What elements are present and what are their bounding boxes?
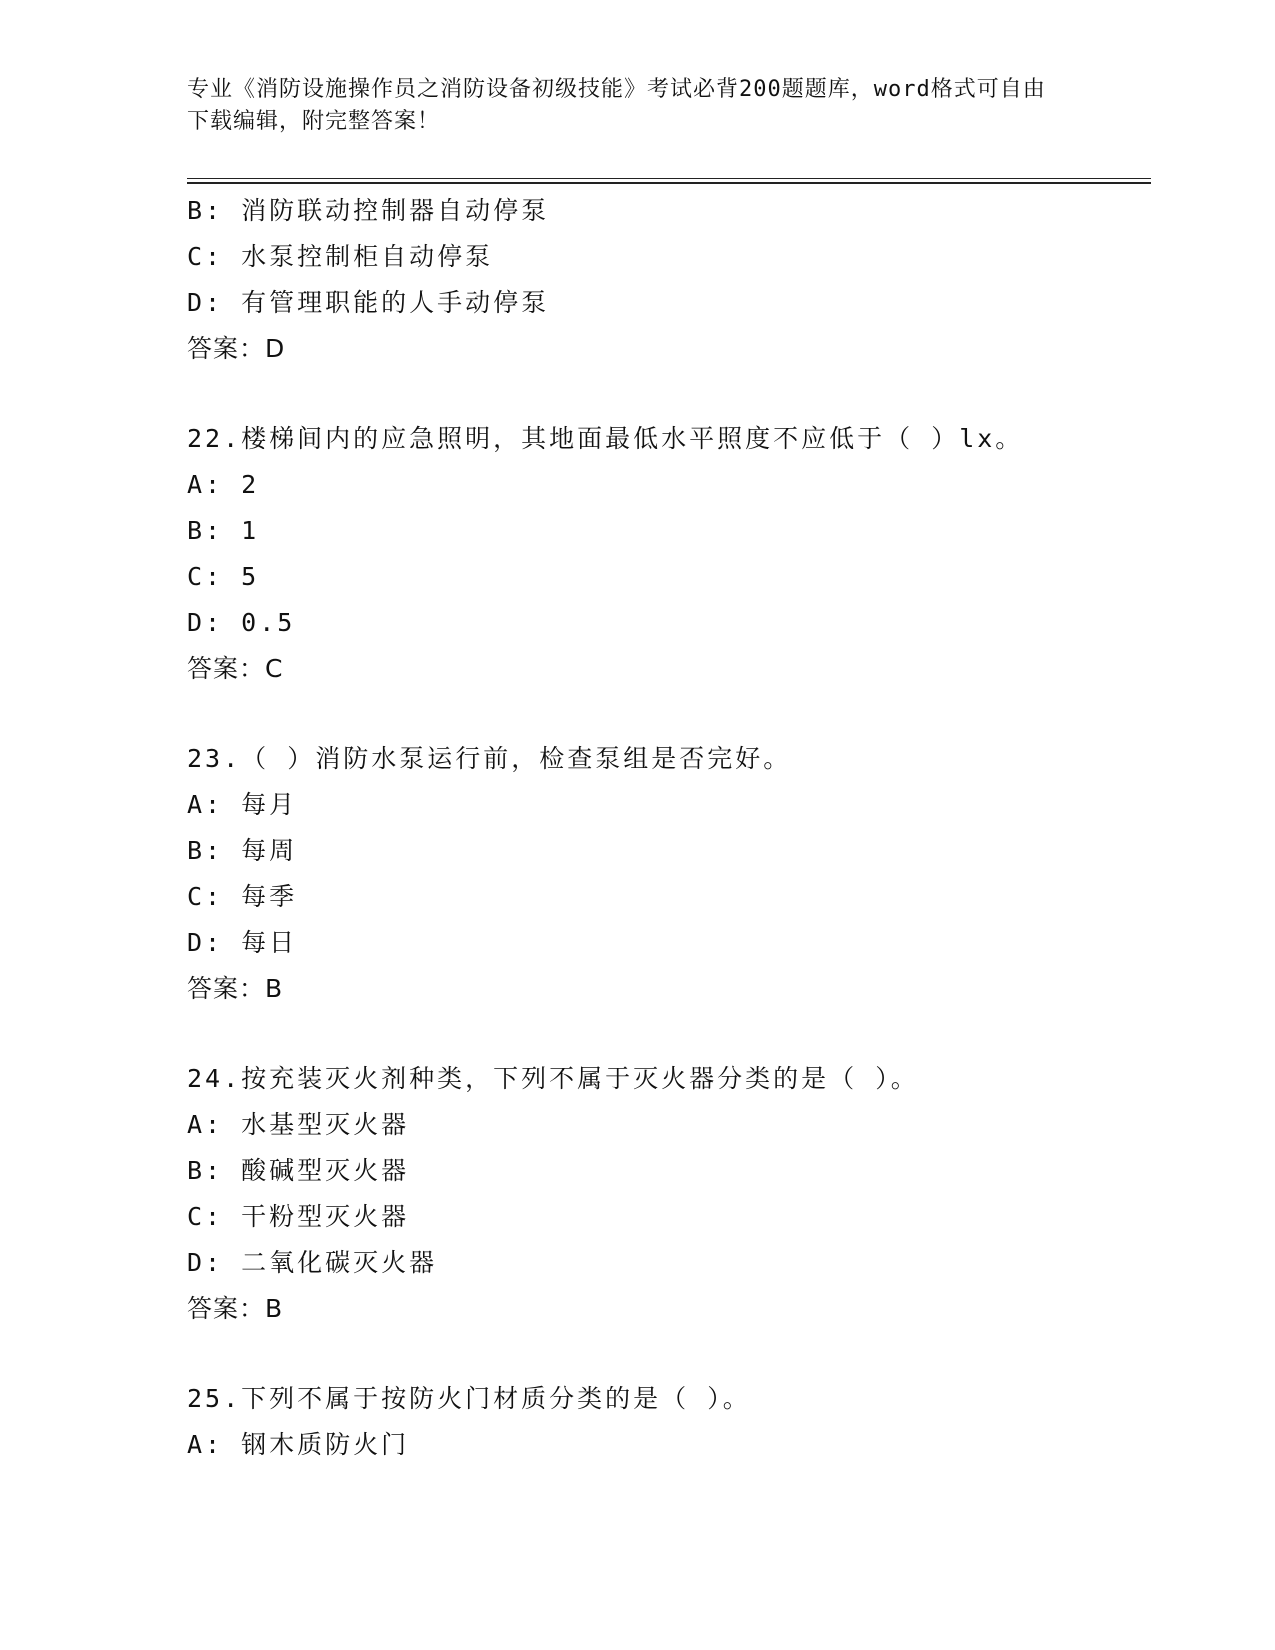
document-header: 专业《消防设施操作员之消防设备初级技能》考试必背200题题库，word格式可自由下载编辑，附完整答案！ (187, 77, 1046, 134)
option-c: C: 每季 (187, 882, 298, 911)
option-a: A: 每月 (187, 790, 298, 819)
question-stem: 23.（ ）消防水泵运行前，检查泵组是否完好。 (187, 744, 792, 773)
option-a: A: 2 (187, 470, 260, 499)
option-b: B: 每周 (187, 836, 298, 865)
option-b: B: 1 (187, 516, 260, 545)
option-a: A: 钢木质防火门 (187, 1430, 410, 1459)
question-stem: 24.按充装灭火剂种类，下列不属于灭火器分类的是（ ）。 (187, 1064, 919, 1093)
question-list (187, 188, 1151, 1468)
answer: 答案：B (187, 974, 284, 1003)
question-22 (187, 416, 1151, 692)
question-24 (187, 1056, 1151, 1332)
header-divider (187, 178, 1151, 184)
question-21-continued (187, 188, 1151, 372)
option-b: B: 消防联动控制器自动停泵 (187, 196, 550, 225)
option-c: C: 干粉型灭火器 (187, 1202, 410, 1231)
question-stem: 22.楼梯间内的应急照明，其地面最低水平照度不应低于（ ）lx。 (187, 424, 1024, 453)
question-stem: 25.下列不属于按防火门材质分类的是（ ）。 (187, 1384, 751, 1413)
answer: 答案：C (187, 654, 284, 683)
option-d: D: 有管理职能的人手动停泵 (187, 288, 550, 317)
option-d: D: 每日 (187, 928, 298, 957)
question-25 (187, 1376, 1151, 1468)
option-d: D: 0.5 (187, 608, 296, 637)
option-c: C: 5 (187, 562, 260, 591)
option-d: D: 二氧化碳灭火器 (187, 1248, 438, 1277)
option-c: C: 水泵控制柜自动停泵 (187, 242, 494, 271)
answer: 答案：D (187, 334, 286, 363)
option-b: B: 酸碱型灭火器 (187, 1156, 410, 1185)
option-a: A: 水基型灭火器 (187, 1110, 410, 1139)
question-23 (187, 736, 1151, 1012)
answer: 答案：B (187, 1294, 284, 1323)
